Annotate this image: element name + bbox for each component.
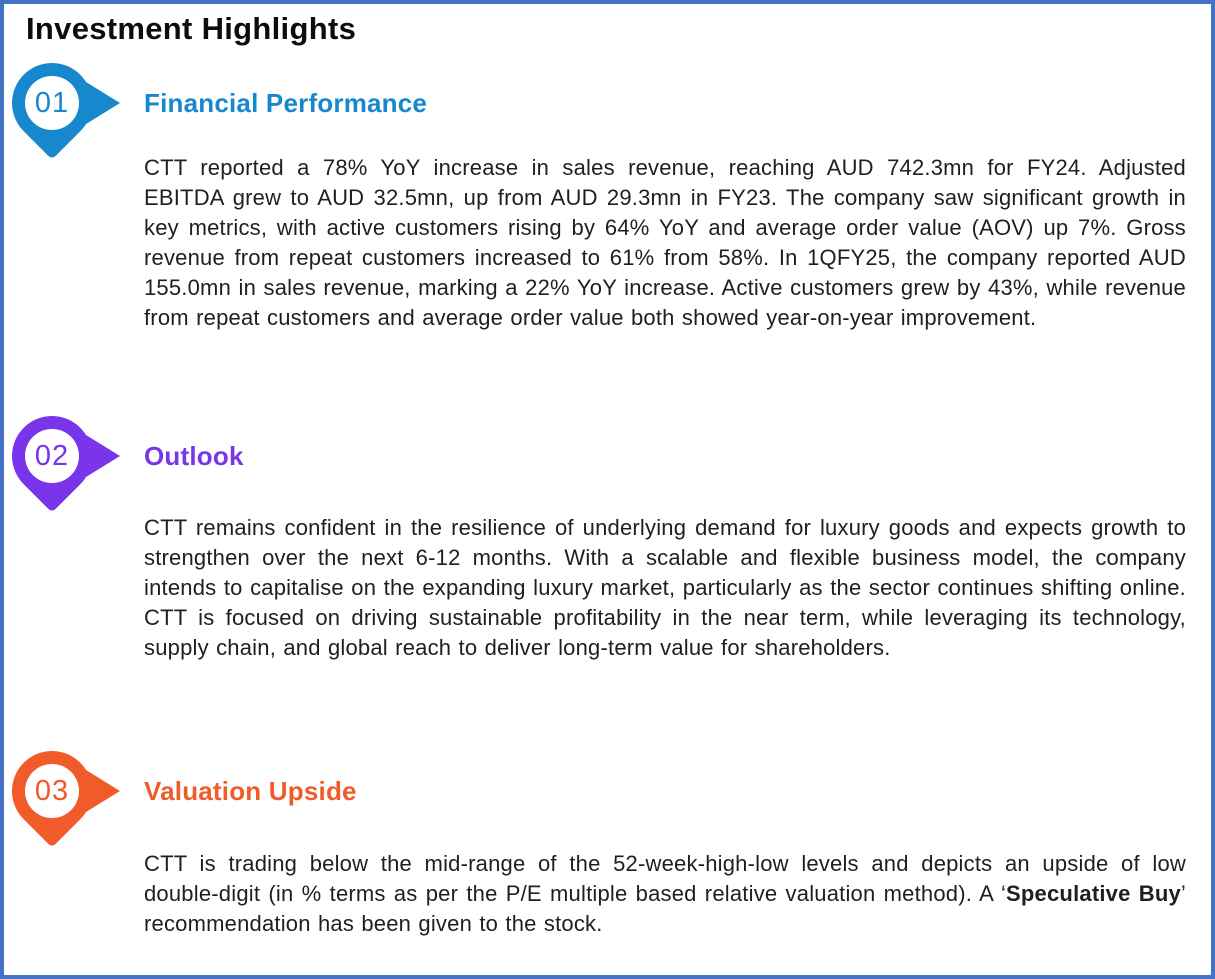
section-outlook [4,416,1211,723]
right-arrow-icon [86,435,120,477]
section-header [12,416,1211,496]
section-financial-performance [4,63,1211,393]
section-header [12,751,1211,831]
section-body-text [144,849,1186,969]
body-text-prefix: CTT is trading below the mid-range of the 52-week-high-low levels and depicts an upside of low double-digit (in % terms as per the P/E multiple based relative valuation method). A ‘ [144,851,1186,906]
section-heading: Financial Performance [144,87,428,118]
section-body-text: CTT remains confident in the resilience of underlying demand for luxury goods and expects growth to strengthen over the next 6-12 months. With a scalable and flexible business model, the company intends to capitalise on the expanding luxury market, particularly as the sector continues shifting online. CTT is focused on driving sustainable profitability in the near term, while leveraging its technology, supply chain, and global reach to deliver long-term value for shareholders. [144,515,1186,660]
section-heading: Outlook [144,440,244,471]
page-title: Investment Highlights [26,11,357,46]
section-heading: Valuation Upside [144,775,357,806]
right-arrow-icon [86,82,120,124]
section-number-badge [12,63,124,143]
section-number-badge [12,416,124,496]
section-valuation-upside [4,751,1211,969]
section-header [12,63,1211,143]
body-text-suffix: ’ recommendation has been given to the stock. [144,881,1187,936]
section-body-text: CTT reported a 78% YoY increase in sales revenue, reaching AUD 742.3mn for FY24. Adjusted EBITDA grew to AUD 32.5mn, up from AUD 29.3mn in FY23. The company saw significant growth in key metrics, with active customers rising by 64% YoY and average order value (AOV) up 7%. Gross revenue from repeat customers increased to 61% from 58%. In 1QFY25, the company reported AUD 155.0mn in sales revenue, marking a 22% YoY increase. Active customers grew by 43%, while revenue from repeat customers and average order value both showed year-on-year improvement. [144,155,1186,330]
recommendation-label: Speculative Buy [1006,881,1181,906]
section-number-badge [12,751,124,831]
right-arrow-icon [86,770,120,812]
section-number: 03 [25,764,79,818]
section-number: 01 [25,76,79,130]
section-number: 02 [25,429,79,483]
